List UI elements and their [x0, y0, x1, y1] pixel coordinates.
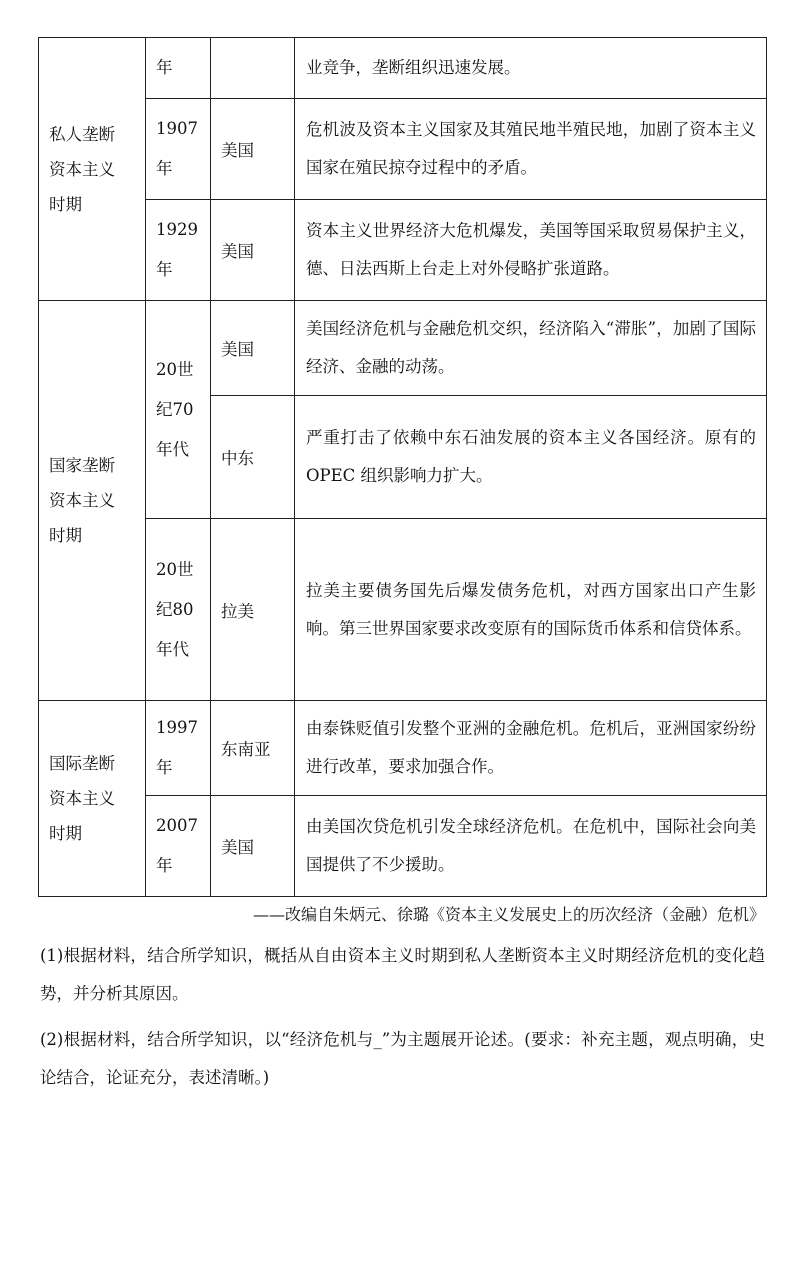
content-cell: 严重打击了依赖中东石油发展的资本主义各国经济。原有的 OPEC 组织影响力扩大。 [295, 396, 767, 519]
year-cell: 20世纪80年代 [146, 519, 211, 701]
region-cell [211, 38, 295, 99]
region-cell: 美国 [211, 200, 295, 301]
table-row [39, 200, 767, 301]
region-cell: 美国 [211, 796, 295, 897]
year-cell: 20世纪70年代 [146, 301, 211, 519]
period-cell: 国际垄断资本主义时期 [39, 701, 146, 897]
table-row [39, 38, 767, 99]
period-cell: 国家垄断资本主义时期 [39, 301, 146, 701]
content-cell: 资本主义世界经济大危机爆发，美国等国采取贸易保护主义，德、日法西斯上台走上对外侵略扩张道路。 [295, 200, 767, 301]
question-2: (2)根据材料，结合所学知识，以“经济危机与_”为主题展开论述。(要求：补充主题，观点明确，史论结合，论证充分，表述清晰。) [40, 1030, 765, 1087]
content-cell: 美国经济危机与金融危机交织，经济陷入“滞胀”，加剧了国际经济、金融的动荡。 [295, 301, 767, 396]
table-row [39, 796, 767, 897]
year-cell: 1929年 [146, 200, 211, 301]
question-1: (1)根据材料，结合所学知识，概括从自由资本主义时期到私人垄断资本主义时期经济危机的变化趋势，并分析其原因。 [40, 946, 765, 1003]
content-cell: 由泰铢贬值引发整个亚洲的金融危机。危机后，亚洲国家纷纷进行改革，要求加强合作。 [295, 701, 767, 796]
year-cell: 2007年 [146, 796, 211, 897]
content-cell: 拉美主要债务国先后爆发债务危机，对西方国家出口产生影响。第三世界国家要求改变原有的国际货币体系和信贷体系。 [295, 519, 767, 701]
region-cell: 中东 [211, 396, 295, 519]
crisis-table [38, 37, 767, 897]
content-cell: 由美国次贷危机引发全球经济危机。在危机中，国际社会向美国提供了不少援助。 [295, 796, 767, 897]
table-row [39, 99, 767, 200]
year-cell: 1907年 [146, 99, 211, 200]
content-cell: 业竞争，垄断组织迅速发展。 [295, 38, 767, 99]
year-cell: 年 [146, 38, 211, 99]
region-cell: 美国 [211, 99, 295, 200]
region-cell: 拉美 [211, 519, 295, 701]
table-row [39, 519, 767, 701]
table-row [39, 301, 767, 396]
source-citation: ——改编自朱炳元、徐璐《资本主义发展史上的历次经济（金融）危机》 [252, 905, 765, 924]
content-cell: 危机波及资本主义国家及其殖民地半殖民地，加剧了资本主义国家在殖民掠夺过程中的矛盾。 [295, 99, 767, 200]
table-row [39, 701, 767, 796]
period-cell: 私人垄断资本主义时期 [39, 38, 146, 301]
region-cell: 东南亚 [211, 701, 295, 796]
region-cell: 美国 [211, 301, 295, 396]
year-cell: 1997年 [146, 701, 211, 796]
